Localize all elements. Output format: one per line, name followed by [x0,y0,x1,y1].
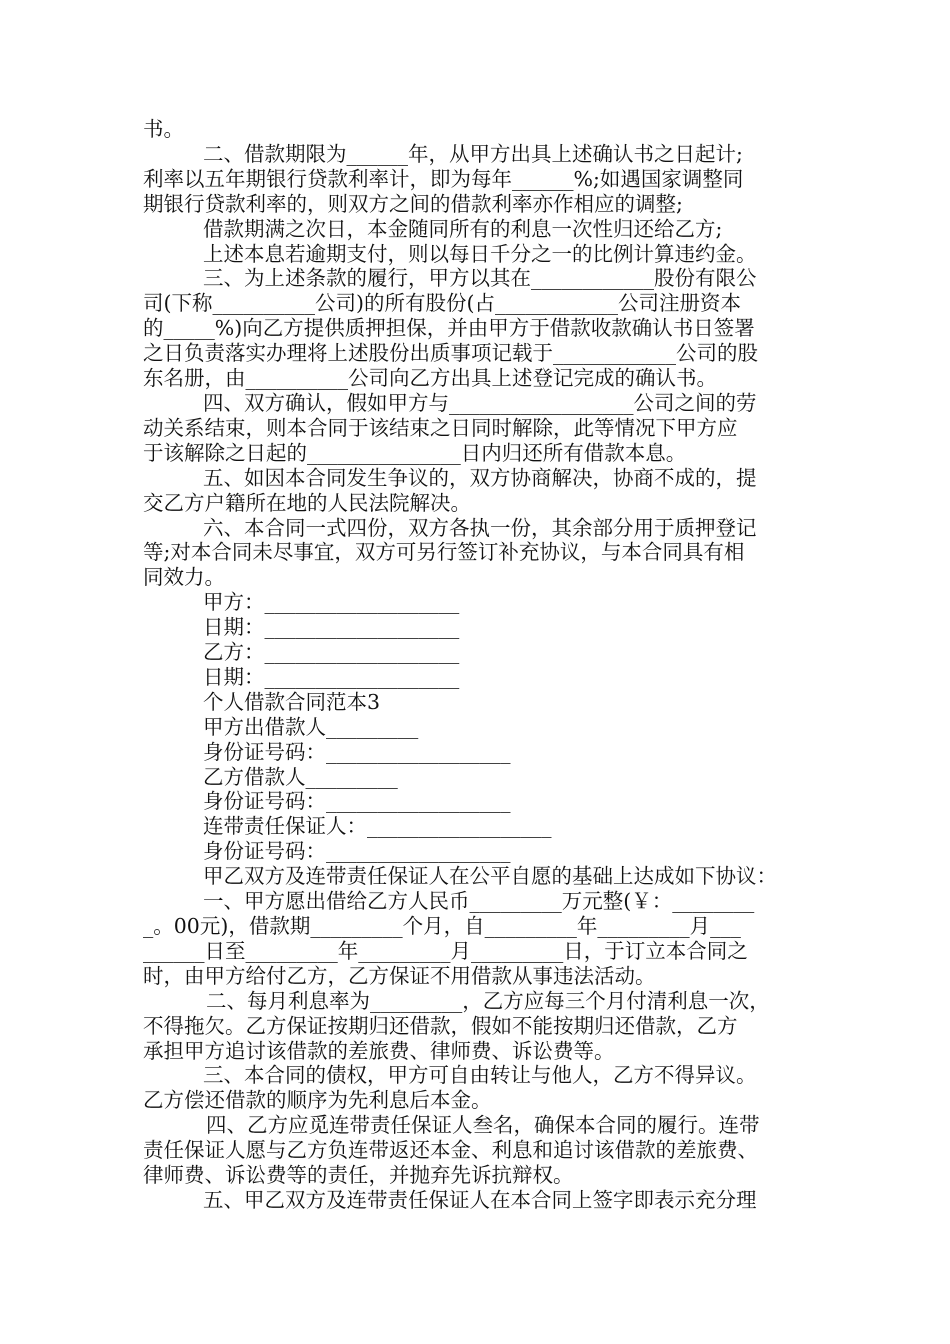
text-line: 乙方偿还借款的顺序为先利息后本金。 [143,1088,492,1113]
text-line: 乙方：___________________ [203,640,460,665]
text-line: 承担甲方追讨该借款的差旅费、律师费、诉讼费等。 [143,1038,615,1063]
text-line: 身份证号码：__________________ [203,739,511,764]
text-line: 东名册，由__________公司向乙方出具上述登记完成的确认书。 [143,366,717,391]
text-line: 连带责任保证人：__________________ [203,814,552,839]
text-line: 之日负责落实办理将上述股份出质事项记载于____________公司的股 [143,341,758,366]
text-line: _。00元)，借款期_________个月，自_________年_________月___ [143,914,741,938]
text-line: 上述本息若逾期支付，则以每日千分之一的比例计算违约金。 [203,241,757,266]
text-line: 身份证号码：__________________ [203,839,511,864]
text-line: 律师费、诉讼费等的责任，并抛弃先诉抗辩权。 [143,1163,574,1188]
text-line: 五、如因本合同发生争议的，双方协商解决，协商不成的，提 [203,465,757,490]
text-line: 甲方：___________________ [203,590,460,615]
text-line: 时，由甲方给付乙方，乙方保证不用借款从事违法活动。 [143,963,656,988]
text-line: 的_____%)向乙方提供质押担保，并由甲方于借款收款确认书日签署 [143,316,755,341]
text-line: 责任保证人愿与乙方负连带返还本金、利息和追讨该借款的差旅费、 [143,1138,758,1163]
text-line: 书。 [143,117,184,141]
text-line: 二、每月利息率为_________，乙方应每三个月付清利息一次， [206,988,770,1013]
text-line: 期银行贷款利率的，则双方之间的借款利率亦作相应的调整; [143,191,683,216]
text-line: 乙方借款人_________ [203,764,398,789]
text-line: 四、乙方应觅连带责任保证人叁名，确保本合同的履行。连带 [206,1113,760,1138]
text-line: 甲乙双方及连带责任保证人在公平自愿的基础上达成如下协议： [203,864,777,889]
text-line: 不得拖欠。乙方保证按期归还借款，假如不能按期归还借款，乙方 [143,1013,738,1038]
text-line: 个人借款合同范本3 [203,689,381,714]
text-line: 利率以五年期银行贷款利率计，即为每年______%;如遇国家调整同 [143,166,744,191]
text-line: 日期：___________________ [203,664,460,689]
text-line: 身份证号码：__________________ [203,789,511,814]
text-line: 五、甲乙双方及连带责任保证人在本合同上签字即表示充分理 [203,1187,757,1212]
text-line: 二、借款期限为______年，从甲方出具上述确认书之日起计; [203,141,743,166]
text-line: 借款期满之次日，本金随同所有的利息一次性归还给乙方; [203,216,723,241]
text-line: 三、为上述条款的履行，甲方以其在____________股份有限公 [203,266,757,291]
text-line: 日期：___________________ [203,615,460,640]
text-line: 动关系结束，则本合同于该结束之日同时解除，此等情况下甲方应 [143,415,738,440]
text-line: 六、本合同一式四份，双方各执一份，其余部分用于质押登记 [203,515,757,540]
text-line: 司(下称__________公司)的所有股份(占____________公司注册资本 [143,291,741,316]
document-page [143,117,813,1213]
text-line: 一、甲方愿出借给乙方人民币_________万元整(￥：________ [203,889,755,914]
text-line: 甲方出借款人_________ [203,714,419,739]
text-line: 交乙方户籍所在地的人民法院解决。 [143,490,471,515]
text-line: 等;对本合同未尽事宜，双方可另行签订补充协议，与本合同具有相 [143,540,745,565]
text-line: 四、双方确认，假如甲方与__________________公司之间的劳 [203,390,757,415]
text-line: ______日至_________年_________月_________日，于订立本合同之 [143,938,748,963]
text-line: 三、本合同的债权，甲方可自由转让与他人，乙方不得异议。 [203,1063,757,1088]
text-line: 同效力。 [143,565,225,590]
text-line: 于该解除之日起的_______________日内归还所有借款本息。 [143,440,687,465]
